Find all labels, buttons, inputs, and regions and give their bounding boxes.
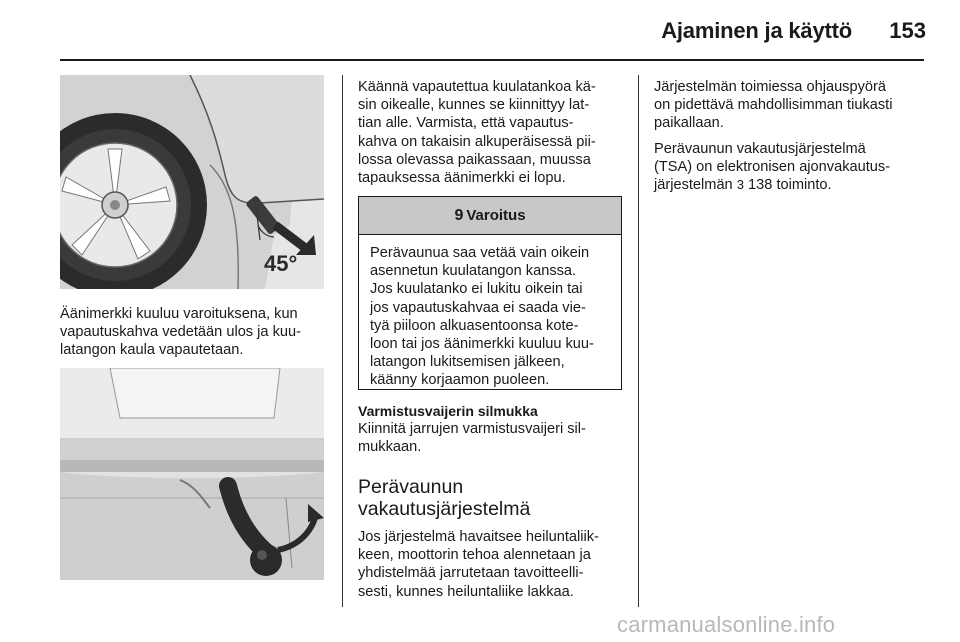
- warning-title: Varoitus: [466, 207, 526, 224]
- text-line: käänny korjaamon puoleen.: [370, 372, 550, 389]
- right-paragraph-1: [654, 78, 892, 133]
- page-header-title: Ajaminen ja käyttö: [661, 18, 852, 43]
- text-line: Käännä vapautettua kuulatankoa kä-: [358, 79, 596, 95]
- text-line: latangon kaula vapautetaan.: [60, 342, 244, 359]
- heading-line: vakautusjärjestelmä: [358, 498, 531, 520]
- text-line: (TSA) on elektronisen ajonvakautus-: [654, 159, 891, 176]
- text-line: kahva on takaisin alkuperäisessä pii-: [358, 133, 596, 150]
- text-line: Järjestelmän toimiessa ohjauspyörä: [654, 79, 886, 95]
- warning-icon: 9: [454, 206, 464, 224]
- text-line: Kiinnitä jarrujen varmistusvaijeri sil-: [358, 421, 586, 437]
- middle-paragraph-3: [358, 528, 599, 601]
- page-reference-icon: 3: [736, 177, 744, 193]
- middle-paragraph-1: [358, 78, 596, 187]
- figure-towbar-release: [60, 75, 324, 289]
- warning-box: [358, 196, 622, 390]
- text-line: loon tai jos äänimerkki kuuluu kuu-: [370, 336, 594, 353]
- figure-ball-bar: [60, 368, 324, 580]
- text-line: Jos kuulatanko ei lukitu oikein tai: [370, 281, 583, 298]
- text-line: tapauksessa äänimerkki ei lopu.: [358, 170, 566, 187]
- warning-header: [359, 197, 621, 235]
- heading-line: Perävaunun: [358, 476, 464, 498]
- text-line: Äänimerkki kuuluu varoituksena, kun: [60, 306, 298, 322]
- angle-label: 45°: [264, 251, 298, 276]
- text-line: tian alle. Varmista, että vapautus-: [358, 115, 574, 132]
- text-fragment: 138 toiminto.: [748, 177, 832, 194]
- watermark: carmanualsonline.info: [617, 612, 836, 637]
- header-rule: [60, 59, 924, 61]
- left-paragraph: [60, 305, 301, 360]
- text-line: Perävaunun vakautusjärjestelmä: [654, 141, 866, 157]
- middle-paragraph-2: [358, 420, 586, 456]
- text-line: mukkaan.: [358, 439, 422, 456]
- text-line: keen, moottorin tehoa alennetaan ja: [358, 547, 591, 564]
- text-line: yhdistelmää jarrutetaan tavoitteelli-: [358, 565, 584, 582]
- text-line: Perävaunua saa vetää vain oikein: [370, 245, 590, 261]
- section-heading-trailer-stability: [358, 476, 530, 520]
- text-line: sesti, kunnes heiluntaliike lakkaa.: [358, 583, 574, 600]
- text-line: tyä piiloon alkuasentoonsa kote-: [370, 317, 579, 334]
- text-line: asennetun kuulatangon kanssa.: [370, 263, 577, 280]
- subheading-safety-cable: Varmistusvaijerin silmukka: [358, 403, 538, 419]
- right-paragraph-2: [654, 140, 890, 195]
- text-line: [654, 176, 890, 194]
- text-line: jos vapautuskahvaa ei saada vie-: [370, 299, 586, 316]
- warning-body: [359, 235, 621, 390]
- text-line: latangon lukitsemisen jälkeen,: [370, 354, 565, 371]
- page-number: 153: [889, 18, 926, 43]
- text-line: on pidettävä mahdollisimman tiukasti: [654, 97, 893, 114]
- column-divider-right: [638, 75, 639, 607]
- text-line: lossa olevassa paikassaan, muussa: [358, 151, 591, 168]
- text-line: paikallaan.: [654, 115, 724, 132]
- text-line: vapautuskahva vedetään ulos ja kuu-: [60, 324, 301, 341]
- text-line: Jos järjestelmä havaitsee heiluntaliik-: [358, 529, 599, 545]
- column-divider-left: [342, 75, 343, 607]
- text-line: sin oikealle, kunnes se kiinnittyy lat-: [358, 97, 590, 114]
- text-fragment: järjestelmän: [654, 177, 733, 194]
